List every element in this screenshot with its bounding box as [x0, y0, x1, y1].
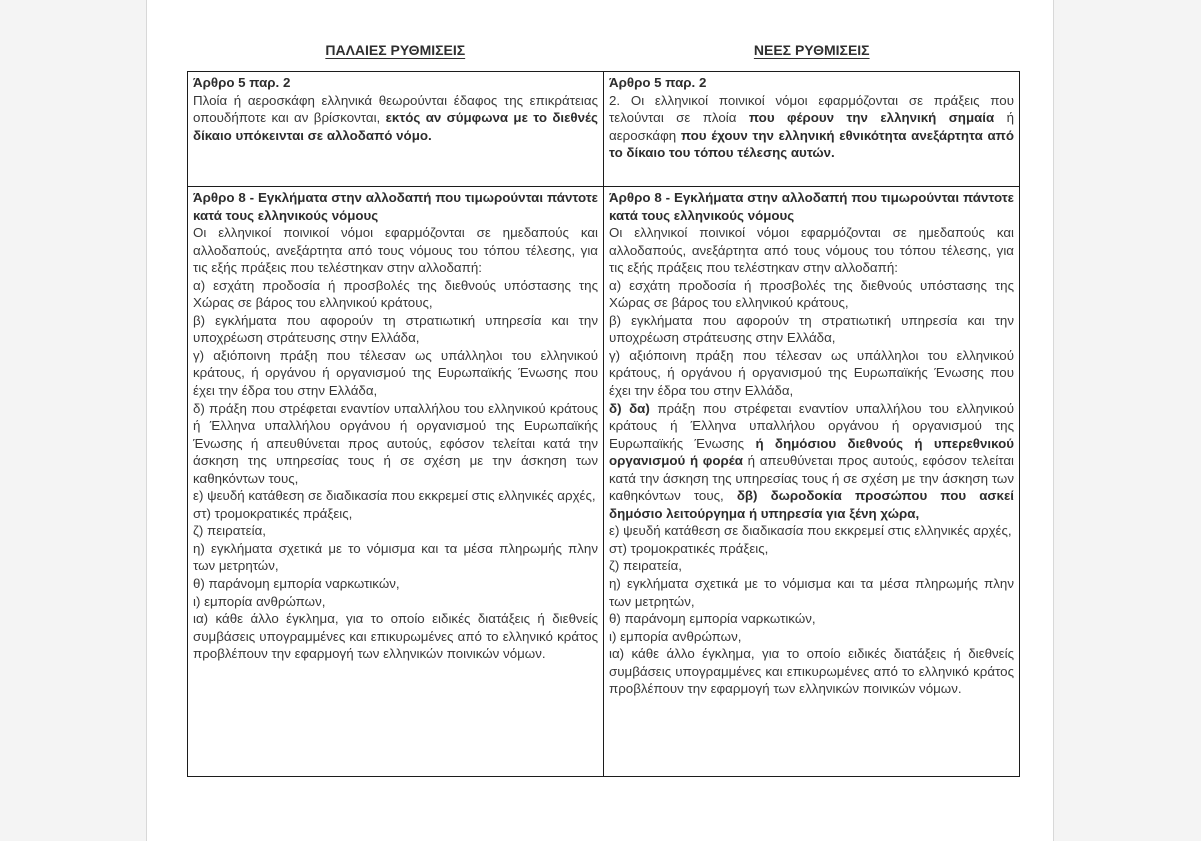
paragraph: στ) τρομοκρατικές πράξεις, [193, 505, 353, 521]
paragraph: 2. Οι ελληνικοί ποινικοί νόμοι εφαρμόζονται σε πράξεις που τελούνται σε πλοία που φέρουν την ελληνική σημαία ή αεροσκάφη που έχουν την ελληνική εθνικότητα ανεξάρτητα από το δίκαιο του τόπου τέλεσης αυτών. [609, 92, 1014, 161]
paragraph: Οι ελληνικοί ποινικοί νόμοι εφαρμόζονται σε ημεδαπούς και αλλοδαπούς, ανεξάρτητα από τους νόμους του τόπου τέλεσης, για τις εξής πράξεις που τελέστηκαν στην αλλοδαπή: [193, 225, 598, 276]
new-regulations-cell [604, 72, 1020, 187]
paragraph: α) εσχάτη προδοσία ή προσβολές της διεθνούς υπόστασης της Χώρας σε βάρος του ελληνικού κράτους, [193, 277, 598, 311]
old-regulations-cell [188, 187, 604, 777]
document-page [146, 0, 1054, 841]
paragraph: ια) κάθε άλλο έγκλημα, για το οποίο ειδικές διατάξεις ή διεθνείς συμβάσεις υπογραμμένες και επικυρωμένες από το ελληνικό κράτος προβλέπουν την εφαρμογή των ελληνικών ποινικών νόμων. [193, 611, 598, 662]
paragraph: Άρθρο 8 - Εγκλήματα στην αλλοδαπή που τιμωρούνται πάντοτε κατά τους ελληνικούς νόμους [609, 190, 1014, 223]
paragraph: Άρθρο 5 παρ. 2 [193, 75, 291, 90]
paragraph: α) εσχάτη προδοσία ή προσβολές της διεθνούς υπόστασης της Χώρας σε βάρος του ελληνικού κράτους, [609, 277, 1014, 311]
paragraph: θ) παράνομη εμπορία ναρκωτικών, [609, 611, 816, 627]
old-regulations-header: ΠΑΛΑΙΕΣ ΡΥΘΜΙΣΕΙΣ [325, 42, 466, 58]
paragraph: ια) κάθε άλλο έγκλημα, για το οποίο ειδικές διατάξεις ή διεθνείς συμβάσεις υπογραμμένες και επικυρωμένες από το ελληνικό κράτος προβλέπουν την εφαρμογή των ελληνικών ποινικών νόμων. [609, 646, 1014, 697]
paragraph: Οι ελληνικοί ποινικοί νόμοι εφαρμόζονται σε ημεδαπούς και αλλοδαπούς, ανεξάρτητα από τους νόμους του τόπου τέλεσης, για τις εξής πράξεις που τελέστηκαν στην αλλοδαπή: [609, 225, 1014, 276]
comparison-table-body [188, 72, 1020, 777]
paragraph: Πλοία ή αεροσκάφη ελληνικά θεωρούνται έδαφος της επικράτειας οπουδήποτε και αν βρίσκονται, εκτός αν σύμφωνα με το διεθνές δίκαιο υπόκεινται σε αλλοδαπό νόμο. [193, 92, 598, 143]
paragraph: ε) ψευδή κατάθεση σε διαδικασία που εκκρεμεί στις ελληνικές αρχές, [193, 488, 596, 504]
paragraph: θ) παράνομη εμπορία ναρκωτικών, [193, 576, 400, 592]
new-regulations-header: ΝΕΕΣ ΡΥΘΜΙΣΕΙΣ [753, 42, 870, 58]
paragraph: γ) αξιόποινη πράξη που τέλεσαν ως υπάλληλοι του ελληνικού κράτους, ή οργάνου ή οργανισμού της Ευρωπαϊκής Ένωσης που έχει την έδρα του στην Ελλάδα, [609, 347, 1014, 399]
paragraph: β) εγκλήματα που αφορούν τη στρατιωτική υπηρεσία και την υποχρέωση στράτευσης στην Ελλάδα, [193, 312, 598, 346]
comparison-table [187, 71, 1020, 777]
table-row [188, 187, 1020, 777]
paragraph: η) εγκλήματα σχετικά με το νόμισμα και τα μέσα πληρωμής πλην των μετρητών, [193, 540, 598, 574]
table-row [188, 72, 1020, 187]
paragraph: δ) δα) πράξη που στρέφεται εναντίον υπαλλήλου του ελληνικού κράτους ή Έλληνα υπαλλήλου οργάνου ή οργανισμού της Ευρωπαϊκής Ένωσης ή δημόσιου διεθνούς ή υπερεθνικού οργανισμού ή φορέα ή απευθύνεται προς αυτούς, εφόσον τελείται κατά την άσκηση της υπηρεσίας τους ή σε σχέση με την άσκηση των καθηκόντων τους, δβ) δωροδοκία προσώπου που ασκεί δημόσιο λειτούργημα ή υπηρεσία για ξένη χώρα, [609, 400, 1014, 521]
paragraph: ζ) πειρατεία, [609, 558, 682, 574]
paragraph: Άρθρο 8 - Εγκλήματα στην αλλοδαπή που τιμωρούνται πάντοτε κατά τους ελληνικούς νόμους [193, 190, 598, 223]
paragraph: η) εγκλήματα σχετικά με το νόμισμα και τα μέσα πληρωμής πλην των μετρητών, [609, 576, 1014, 609]
cell-content [609, 74, 1014, 183]
paragraph: Άρθρο 5 παρ. 2 [609, 75, 707, 90]
new-regulations-cell [604, 187, 1020, 777]
cell-content [193, 189, 598, 773]
old-regulations-cell [188, 72, 604, 187]
paragraph: δ) πράξη που στρέφεται εναντίον υπαλλήλου του ελληνικού κράτους ή Έλληνα υπαλλήλου οργάνου ή οργανισμού της Ευρωπαϊκής Ένωσης ή απευθύνεται προς αυτούς, εφόσον τελείται κατά την άσκηση της υπηρεσίας τους ή σε σχέση με την άσκηση των καθηκόντων τους, [193, 400, 598, 486]
paragraph: ι) εμπορία ανθρώπων, [609, 628, 742, 644]
paragraph: β) εγκλήματα που αφορούν τη στρατιωτική υπηρεσία και την υποχρέωση στράτευσης στην Ελλάδα, [609, 312, 1014, 346]
cell-content [193, 74, 598, 183]
cell-content [609, 189, 1014, 773]
column-headers [187, 42, 1020, 58]
paragraph: ζ) πειρατεία, [193, 523, 266, 539]
paragraph: ι) εμπορία ανθρώπων, [193, 593, 326, 609]
paragraph: ε) ψευδή κατάθεση σε διαδικασία που εκκρεμεί στις ελληνικές αρχές, [609, 523, 1012, 539]
paragraph: γ) αξιόποινη πράξη που τέλεσαν ως υπάλληλοι του ελληνικού κράτους, ή οργάνου ή οργανισμού της Ευρωπαϊκής Ένωσης που έχει την έδρα του στην Ελλάδα, [193, 347, 598, 399]
paragraph: στ) τρομοκρατικές πράξεις, [609, 540, 769, 556]
